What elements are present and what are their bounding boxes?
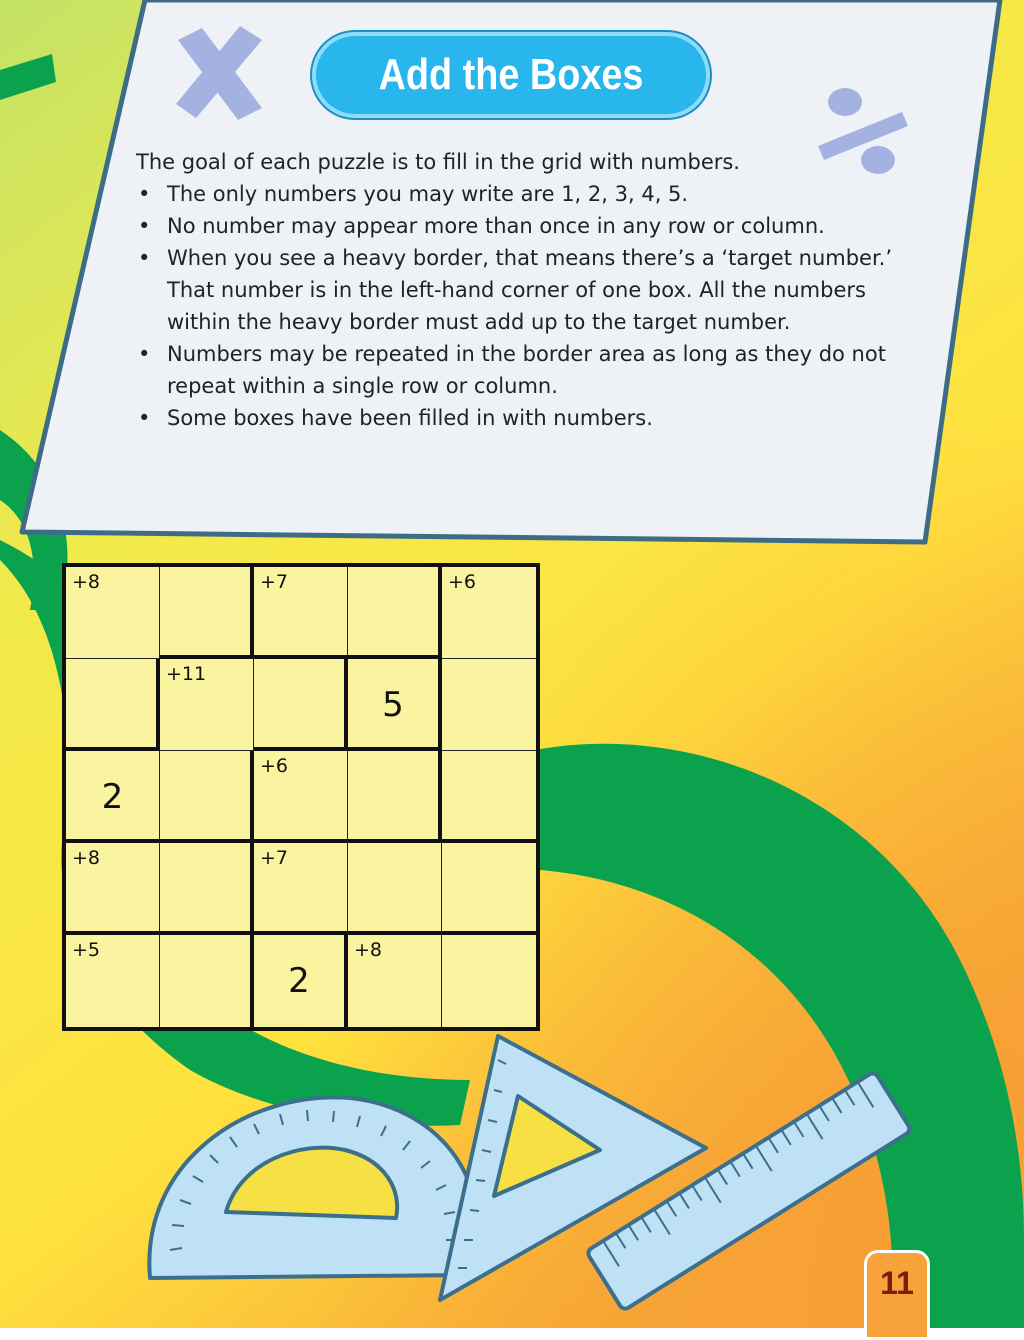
grid-cell[interactable] (442, 567, 536, 659)
given-number: 5 (382, 685, 404, 725)
cage-target-label: +7 (260, 571, 289, 593)
grid-cell[interactable] (348, 567, 442, 659)
grid-cell[interactable] (66, 935, 160, 1027)
grid-cell[interactable] (160, 751, 254, 843)
grid-cell[interactable] (160, 935, 254, 1027)
grid-cell[interactable] (348, 935, 442, 1027)
instructions (136, 146, 936, 434)
given-number: 2 (288, 961, 310, 1001)
cage-target-label: +5 (72, 939, 101, 961)
grid-cell[interactable] (254, 567, 348, 659)
page-number: 11 (880, 1265, 914, 1301)
grid-cell[interactable] (442, 751, 536, 843)
grid-cell[interactable] (442, 659, 536, 751)
title-banner (312, 32, 710, 118)
grid-cell[interactable] (254, 843, 348, 935)
cage-target-label: +11 (166, 663, 207, 685)
grid-cell[interactable] (66, 843, 160, 935)
cage-target-label: +8 (354, 939, 383, 961)
grid-cell[interactable] (442, 843, 536, 935)
given-number: 2 (101, 777, 124, 817)
grid-cell[interactable] (348, 843, 442, 935)
grid-cell[interactable] (66, 567, 160, 659)
cage-target-label: +6 (448, 571, 477, 593)
page-number-tab (864, 1250, 930, 1340)
grid-cell[interactable] (160, 659, 254, 751)
instructions-intro: The goal of each puzzle is to fill in the grid with numbers. (136, 150, 740, 174)
rule-item: • When you see a heavy border, that means there’s a ‘target number.’ That number is in the left-hand corner of one box. All the numbers within the heavy border must add up to the target number. (136, 242, 919, 338)
grid-cell[interactable] (160, 843, 254, 935)
grid-cell[interactable] (254, 751, 348, 843)
rule-item: • Numbers may be repeated in the border area as long as they do not repeat within a single row or column. (136, 338, 919, 402)
grid-cell[interactable] (254, 659, 348, 751)
cage-target-label: +6 (260, 755, 289, 777)
rules-list (136, 178, 936, 434)
page-title: Add the Boxes (378, 50, 644, 99)
grid-cell[interactable] (442, 935, 536, 1027)
grid-cell[interactable] (254, 935, 348, 1027)
grid-cell[interactable] (348, 751, 442, 843)
puzzle-grid (62, 563, 540, 1031)
cage-target-label: +8 (72, 571, 101, 593)
grid-cell[interactable] (66, 659, 160, 751)
rule-item: • Some boxes have been filled in with numbers. (136, 402, 919, 434)
cage-target-label: +7 (260, 847, 289, 869)
rule-item: • No number may appear more than once in any row or column. (136, 210, 919, 242)
grid-cell[interactable] (66, 751, 160, 843)
rule-item: • The only numbers you may write are 1, 2, 3, 4, 5. (136, 178, 919, 210)
grid-cell[interactable] (348, 659, 442, 751)
grid-cell[interactable] (160, 567, 254, 659)
cage-target-label: +8 (72, 847, 101, 869)
